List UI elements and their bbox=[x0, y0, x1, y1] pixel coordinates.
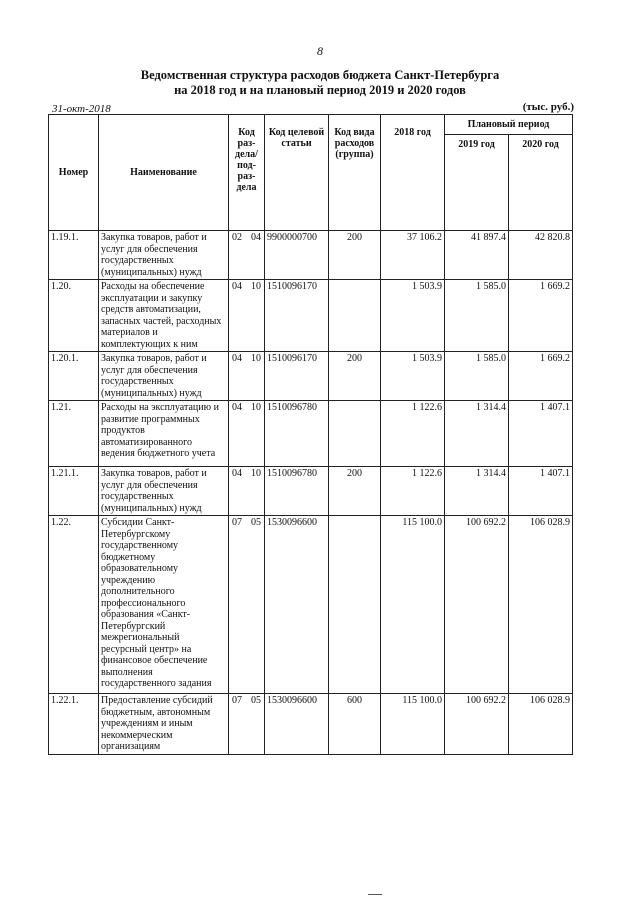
row-value-2018: 115 100.0 bbox=[381, 516, 445, 694]
budget-table bbox=[48, 114, 573, 755]
row-number: 1.22. bbox=[49, 516, 99, 694]
document-date: 31-окт-2018 bbox=[52, 103, 111, 115]
row-name: Закупка товаров, работ и услуг для обеспечения государственных (муниципальных) нужд bbox=[99, 467, 229, 516]
title-line-1: Ведомственная структура расходов бюджета Санкт-Петербурга bbox=[140, 68, 500, 82]
row-razdel bbox=[229, 516, 265, 694]
row-razdel-code: 07 bbox=[232, 517, 242, 528]
row-razdel-code: 04 bbox=[232, 281, 242, 292]
header-2018: 2018 год bbox=[381, 115, 445, 231]
row-razdel-code: 04 bbox=[232, 468, 242, 479]
row-name: Предоставление субсидий бюджетным, автономным учреждениям и иным некоммерческим организациям bbox=[99, 694, 229, 755]
row-value-2019: 1 314.4 bbox=[445, 401, 509, 467]
row-value-2020: 1 407.1 bbox=[509, 467, 573, 516]
row-value-2018: 37 106.2 bbox=[381, 231, 445, 280]
title-line-2: на 2018 год и на плановый период 2019 и 2020 годов bbox=[174, 83, 466, 97]
row-podrazdel-code: 10 bbox=[251, 402, 261, 413]
row-podrazdel-code: 04 bbox=[251, 232, 261, 243]
row-value-2020: 106 028.9 bbox=[509, 694, 573, 755]
row-value-2019: 1 585.0 bbox=[445, 352, 509, 401]
header-name: Наименование bbox=[99, 115, 229, 231]
row-target-code: 1510096780 bbox=[265, 401, 329, 467]
page-mark bbox=[368, 894, 382, 895]
row-razdel bbox=[229, 694, 265, 755]
table-row bbox=[49, 467, 573, 516]
row-value-2019: 100 692.2 bbox=[445, 516, 509, 694]
row-razdel bbox=[229, 231, 265, 280]
row-vid-code: 600 bbox=[329, 694, 381, 755]
row-vid-code bbox=[329, 516, 381, 694]
row-vid-code: 200 bbox=[329, 231, 381, 280]
row-razdel-code: 04 bbox=[232, 353, 242, 364]
row-vid-code bbox=[329, 280, 381, 352]
row-name: Расходы на обеспечение эксплуатации и закупку средств автоматизации, запасных частей, расходных материалов и комплектующих к ним bbox=[99, 280, 229, 352]
header-2020: 2020 год bbox=[509, 135, 573, 231]
row-value-2019: 41 897.4 bbox=[445, 231, 509, 280]
row-name: Закупка товаров, работ и услуг для обеспечения государственных (муниципальных) нужд bbox=[99, 231, 229, 280]
document-title bbox=[0, 68, 640, 98]
row-razdel-code: 04 bbox=[232, 402, 242, 413]
row-vid-code: 200 bbox=[329, 467, 381, 516]
row-podrazdel-code: 10 bbox=[251, 468, 261, 479]
table-row bbox=[49, 352, 573, 401]
row-podrazdel-code: 05 bbox=[251, 517, 261, 528]
row-target-code: 1510096780 bbox=[265, 467, 329, 516]
header-number: Номер bbox=[49, 115, 99, 231]
table-row bbox=[49, 401, 573, 467]
row-razdel bbox=[229, 401, 265, 467]
row-name: Расходы на эксплуатацию и развитие программных продуктов автоматизированного ведения бюджетного учета bbox=[99, 401, 229, 467]
row-value-2020: 1 669.2 bbox=[509, 352, 573, 401]
row-number: 1.22.1. bbox=[49, 694, 99, 755]
row-target-code: 1510096170 bbox=[265, 352, 329, 401]
header-vid: Код вида расходов (группа) bbox=[329, 115, 381, 231]
row-target-code: 1530096600 bbox=[265, 516, 329, 694]
table-row bbox=[49, 694, 573, 755]
row-name: Закупка товаров, работ и услуг для обеспечения государственных (муниципальных) нужд bbox=[99, 352, 229, 401]
row-name: Субсидии Санкт-Петербургскому государственному бюджетному образовательному учреждению дополнительного профессионального образования «Санкт-Петербургский межрегиональный ресурсный центр» на финансовое обеспечение выполнения государственного задания bbox=[99, 516, 229, 694]
row-razdel bbox=[229, 280, 265, 352]
table-row bbox=[49, 231, 573, 280]
row-value-2020: 106 028.9 bbox=[509, 516, 573, 694]
row-number: 1.19.1. bbox=[49, 231, 99, 280]
row-target-code: 1530096600 bbox=[265, 694, 329, 755]
header-target: Код целевой статьи bbox=[265, 115, 329, 231]
row-value-2019: 100 692.2 bbox=[445, 694, 509, 755]
row-razdel-code: 07 bbox=[232, 695, 242, 706]
row-value-2019: 1 314.4 bbox=[445, 467, 509, 516]
row-razdel bbox=[229, 467, 265, 516]
row-number: 1.21.1. bbox=[49, 467, 99, 516]
row-value-2018: 1 122.6 bbox=[381, 467, 445, 516]
row-value-2018: 1 503.9 bbox=[381, 352, 445, 401]
header-razdel: Код раз- дела/ под- раз- дела bbox=[229, 115, 265, 231]
header-2019: 2019 год bbox=[445, 135, 509, 231]
row-target-code: 9900000700 bbox=[265, 231, 329, 280]
header-planned: Плановый период bbox=[445, 115, 573, 135]
row-value-2018: 1 122.6 bbox=[381, 401, 445, 467]
row-razdel bbox=[229, 352, 265, 401]
row-value-2020: 1 669.2 bbox=[509, 280, 573, 352]
row-podrazdel-code: 10 bbox=[251, 281, 261, 292]
row-podrazdel-code: 10 bbox=[251, 353, 261, 364]
row-number: 1.20. bbox=[49, 280, 99, 352]
page-number: 8 bbox=[317, 44, 323, 58]
row-vid-code bbox=[329, 401, 381, 467]
row-vid-code: 200 bbox=[329, 352, 381, 401]
row-razdel-code: 02 bbox=[232, 232, 242, 243]
table-row bbox=[49, 280, 573, 352]
row-podrazdel-code: 05 bbox=[251, 695, 261, 706]
row-value-2018: 1 503.9 bbox=[381, 280, 445, 352]
row-number: 1.20.1. bbox=[49, 352, 99, 401]
row-value-2020: 1 407.1 bbox=[509, 401, 573, 467]
row-target-code: 1510096170 bbox=[265, 280, 329, 352]
row-value-2019: 1 585.0 bbox=[445, 280, 509, 352]
row-value-2018: 115 100.0 bbox=[381, 694, 445, 755]
table-row bbox=[49, 516, 573, 694]
units-label: (тыс. руб.) bbox=[522, 101, 574, 113]
row-number: 1.21. bbox=[49, 401, 99, 467]
row-value-2020: 42 820.8 bbox=[509, 231, 573, 280]
